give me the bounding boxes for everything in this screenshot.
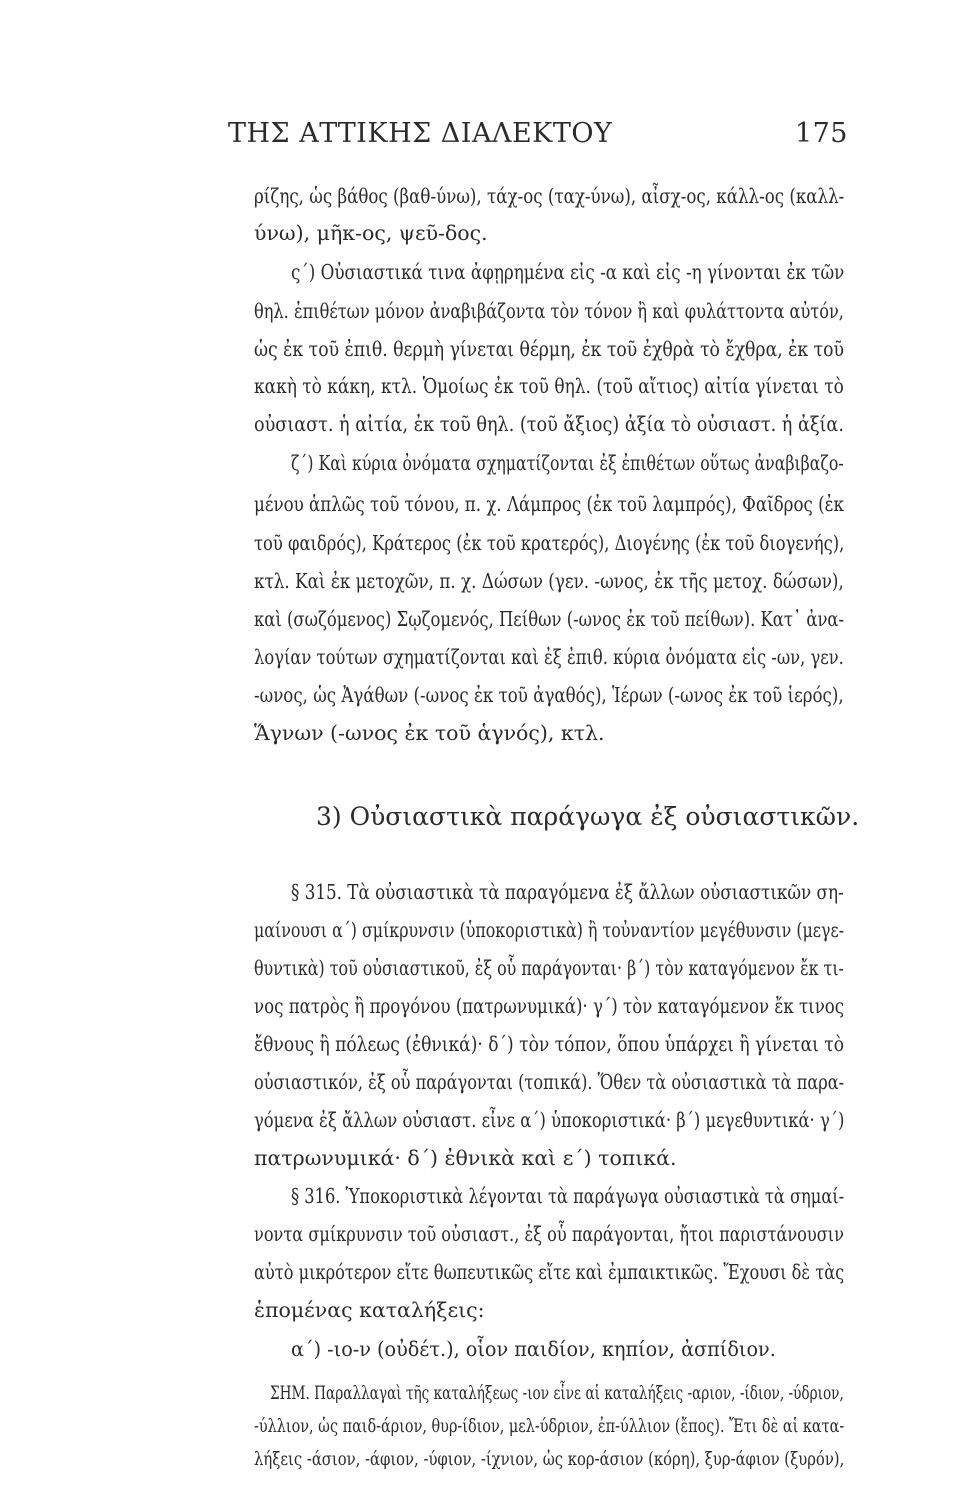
- text-line: ρίζης, ὡς βάθος (βαθ-ύνω), τάχ-ος (ταχ-ύνω), αἶσχ-ος, κάλλ-ος (καλλ-: [254, 184, 845, 208]
- text-line: α΄) -ιο-ν (οὐδέτ.), οἷον παιδίον, κηπίον, ἀσπίδιον.: [291, 1337, 776, 1361]
- text-line: Ἅγνων (-ωνος ἐκ τοῦ ἁγνός), κτλ.: [254, 721, 605, 745]
- text-line: -ωνος, ὡς Ἀγάθων (-ωνος ἐκ τοῦ ἀγαθός), Ἱέρων (-ωνος ἐκ τοῦ ἱερός),: [254, 683, 844, 707]
- note-line: λήξεις -άσιον, -άφιον, -ύφιον, -ίχνιον, ὡς κορ-άσιον (κόρη), ξυρ-άφιον (ξυρόν),: [254, 1449, 845, 1470]
- note-line: -ύλλιον, ὡς παιδ-άριον, θυρ-ίδιον, μελ-ύδριον, ἐπ-ύλλιον (ἔπος). Ἔτι δὲ αἱ κατα-: [254, 1416, 845, 1437]
- text-line: ύνω), μῆκ-ος, ψεῦ-δος.: [254, 221, 488, 245]
- text-line: θηλ. ἐπιθέτων μόνον ἀναβιβάζοντα τὸν τόνον ἢ καὶ φυλάττοντα αὐτόν,: [254, 299, 844, 323]
- text-line: ἔθνους ἢ πόλεως (ἐθνικά)· δ΄) τὸν τόπον, ὅπου ὑπάρχει ἢ γίνεται τὸ: [254, 1032, 844, 1056]
- text-line: ς΄) Οὐσιαστικά τινα ἀφῃρημένα εἰς -α καὶ εἰς -η γίνονται ἐκ τῶν: [291, 260, 845, 284]
- text-line: μένου ἁπλῶς τοῦ τόνου, π. χ. Λάμπρος (ἐκ τοῦ λαμπρός), Φαῖδρος (ἐκ: [254, 492, 844, 516]
- running-title: ΤΗΣ ΑΤΤΙΚΗΣ ΔΙΑΛΕΚΤΟΥ: [228, 118, 613, 149]
- page-number: 175: [794, 118, 848, 149]
- note-line: ΣΗΜ. Παραλλαγαὶ τῆς καταλήξεως -ιον εἶνε αἱ καταλήξεις -αριον, -ίδιον, -ύδριον,: [270, 1383, 844, 1404]
- text-line: § 315. Τὰ οὐσιαστικὰ τὰ παραγόμενα ἐξ ἄλλων οὐσιαστικῶν ση-: [291, 880, 844, 904]
- text-line: ἑπομένας καταλήξεις:: [254, 1298, 485, 1322]
- text-line: ζ΄) Καὶ κύρια ὀνόματα σχηματίζονται ἐξ ἐπιθέτων οὕτως ἀναβιβαζο-: [291, 451, 844, 475]
- text-line: οὐσιαστ. ἡ αἰτία, ἐκ τοῦ θηλ. (τοῦ ἄξιος) ἀξία τὸ οὐσιαστ. ἡ ἀξία.: [254, 412, 844, 436]
- text-line: κακὴ τὸ κάκη, κτλ. Ὁμοίως ἐκ τοῦ θηλ. (τοῦ αἴτιος) αἰτία γίνεται τὸ: [254, 374, 844, 398]
- text-line: τοῦ φαιδρός), Κράτερος (ἐκ τοῦ κρατερός), Διογένης (ἐκ τοῦ διογενής),: [254, 531, 845, 555]
- text-line: νος πατρὸς ἢ προγόνου (πατρωνυμικά)· γ΄) τὸν καταγόμενον ἔκ τινος: [254, 994, 845, 1018]
- text-line: νοντα σμίκρυνσιν τοῦ οὐσιαστ., ἐξ οὗ παράγονται, ἤτοι παριστάνουσιν: [254, 1222, 844, 1246]
- text-line: κτλ. Καὶ ἐκ μετοχῶν, π. χ. Δώσων (γεν. -ωνος, ἐκ τῆς μετοχ. δώσων),: [254, 569, 844, 593]
- text-line: θυντικὰ) τοῦ οὐσιαστικοῦ, ἐξ οὗ παράγονται· β΄) τὸν καταγόμενον ἔκ τι-: [254, 956, 844, 980]
- text-line: καὶ (σωζόμενος) Σῳζομενός, Πείθων (-ωνος ἐκ τοῦ πείθων). Κατ᾿ ἀνα-: [254, 607, 845, 631]
- text-line: ὡς ἐκ τοῦ ἐπιθ. θερμὴ γίνεται θέρμη, ἐκ τοῦ ἐχθρὰ τὸ ἔχθρα, ἐκ τοῦ: [254, 337, 845, 361]
- text-line: λογίαν τούτων σχηματίζονται καὶ ἐξ ἐπιθ. κύρια ὀνόματα εἰς -ων, γεν.: [254, 645, 844, 669]
- text-line: οὐσιαστικόν, ἐξ οὗ παράγονται (τοπικά). Ὅθεν τὰ οὐσιαστικὰ τὰ παρα-: [254, 1070, 845, 1094]
- section-heading: 3) Οὐσιαστικὰ παράγωγα ἐξ οὐσιαστικῶν.: [316, 802, 860, 831]
- text-line: § 316. Ὑποκοριστικὰ λέγονται τὰ παράγωγα οὐσιαστικὰ τὰ σημαί-: [291, 1184, 845, 1208]
- text-line: γόμενα ἐξ ἄλλων οὐσιαστ. εἶνε α΄) ὑποκοριστικά· β΄) μεγεθυντικά· γ΄): [254, 1108, 845, 1132]
- text-line: αὐτὸ μικρότερον εἴτε θωπευτικῶς εἴτε καὶ ἐμπαικτικῶς. Ἔχουσι δὲ τὰς: [254, 1260, 845, 1284]
- text-line: μαίνουσι α΄) σμίκρυνσιν (ὑποκοριστικὰ) ἢ τοὐναντίον μεγέθυνσιν (μεγε-: [254, 918, 845, 942]
- text-line: πατρωνυμικά· δ΄) ἐθνικὰ καὶ ε΄) τοπικά.: [254, 1146, 677, 1170]
